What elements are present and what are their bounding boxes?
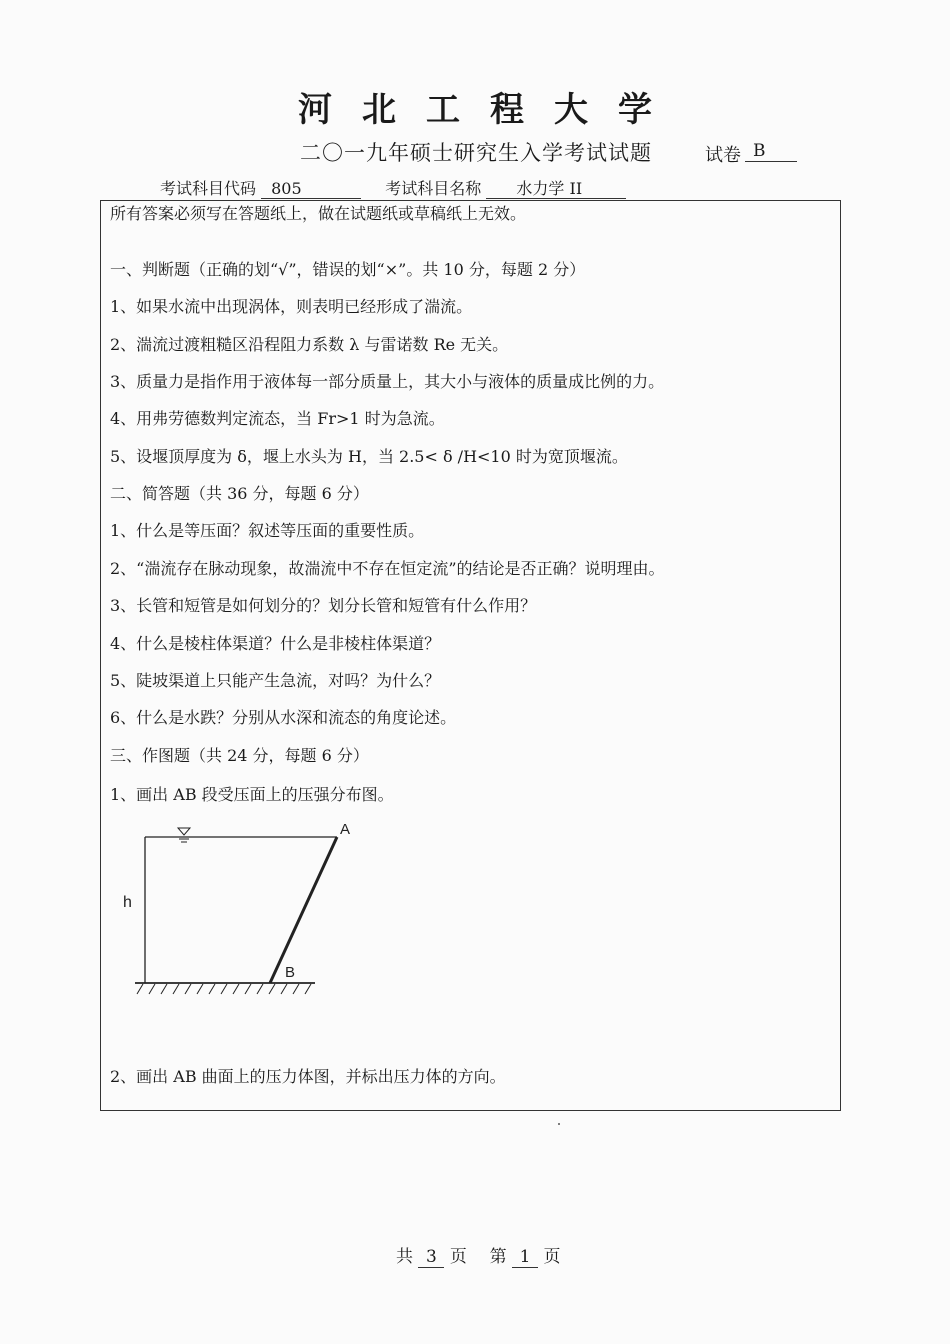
section1-heading: 一、判断题（正确的划“√”，错误的划“×”。共 10 分，每题 2 分） bbox=[110, 260, 586, 279]
answer-notice: 所有答案必须写在答题纸上，做在试题纸或草稿纸上无效。 bbox=[110, 204, 527, 223]
water-surface-symbol-icon bbox=[178, 828, 190, 835]
footer-total-suffix: 页 bbox=[449, 1247, 467, 1267]
inclined-surface-ab bbox=[270, 837, 337, 983]
footer-total-prefix: 共 bbox=[396, 1247, 413, 1267]
section2-item-5: 5、陡坡渠道上只能产生急流，对吗？为什么？ bbox=[110, 671, 441, 690]
section3-item-1: 1、画出 AB 段受压面上的压强分布图。 bbox=[110, 785, 394, 804]
section2-heading: 二、简答题（共 36 分，每题 6 分） bbox=[110, 484, 369, 503]
subject-name-value: 水力学 II bbox=[486, 179, 626, 199]
footer-total-pages: 3 bbox=[418, 1247, 444, 1268]
paper-label: 试卷 bbox=[705, 145, 741, 166]
ground-hatching bbox=[137, 984, 311, 994]
point-a-label: A bbox=[340, 821, 351, 838]
page-footer bbox=[396, 1242, 560, 1268]
footer-page-prefix: 第 bbox=[489, 1247, 507, 1267]
footer-page-suffix: 页 bbox=[543, 1247, 561, 1267]
section1-item-3: 3、质量力是指作用于液体每一部分质量上，其大小与液体的质量成比例的力。 bbox=[110, 372, 665, 391]
section1-item-1: 1、如果水流中出现涡体，则表明已经形成了湍流。 bbox=[110, 297, 473, 316]
subject-code-label: 考试科目代码 bbox=[160, 179, 257, 198]
section1-item-5: 5、设堰顶厚度为 δ，堰上水头为 H，当 2.5< δ /H<10 时为宽顶堰流。 bbox=[110, 447, 628, 466]
paper-value: B bbox=[745, 141, 797, 162]
section2-item-2: 2、“湍流存在脉动现象，故湍流中不存在恒定流”的结论是否正确？说明理由。 bbox=[110, 559, 665, 578]
section2-item-1: 1、什么是等压面？叙述等压面的重要性质。 bbox=[110, 521, 425, 540]
scan-speck bbox=[558, 1123, 560, 1125]
height-h-label: h bbox=[123, 894, 132, 911]
pressure-diagram-figure bbox=[115, 815, 351, 1000]
section2-item-3: 3、长管和短管是如何划分的？划分长管和短管有什么作用？ bbox=[110, 596, 537, 615]
point-b-label: B bbox=[285, 964, 296, 981]
subject-name-label: 考试科目名称 bbox=[385, 179, 482, 198]
footer-page-number: 1 bbox=[512, 1247, 538, 1268]
section1-item-4: 4、用弗劳德数判定流态，当 Fr>1 时为急流。 bbox=[110, 409, 445, 428]
university-title: 河北工程大学 bbox=[298, 90, 682, 130]
section1-item-2: 2、湍流过渡粗糙区沿程阻力系数 λ 与雷诺数 Re 无关。 bbox=[110, 335, 509, 354]
section2-item-6: 6、什么是水跌？分别从水深和流态的角度论述。 bbox=[110, 708, 457, 727]
section3-item-2: 2、画出 AB 曲面上的压力体图，并标出压力体的方向。 bbox=[110, 1067, 506, 1086]
section3-heading: 三、作图题（共 24 分，每题 6 分） bbox=[110, 746, 369, 765]
section2-item-4: 4、什么是棱柱体渠道？什么是非棱柱体渠道？ bbox=[110, 634, 441, 653]
subject-code-value: 805 bbox=[261, 179, 361, 199]
exam-title: 二〇一九年硕士研究生入学考试试题 bbox=[300, 141, 652, 165]
subject-info-line bbox=[160, 176, 626, 199]
